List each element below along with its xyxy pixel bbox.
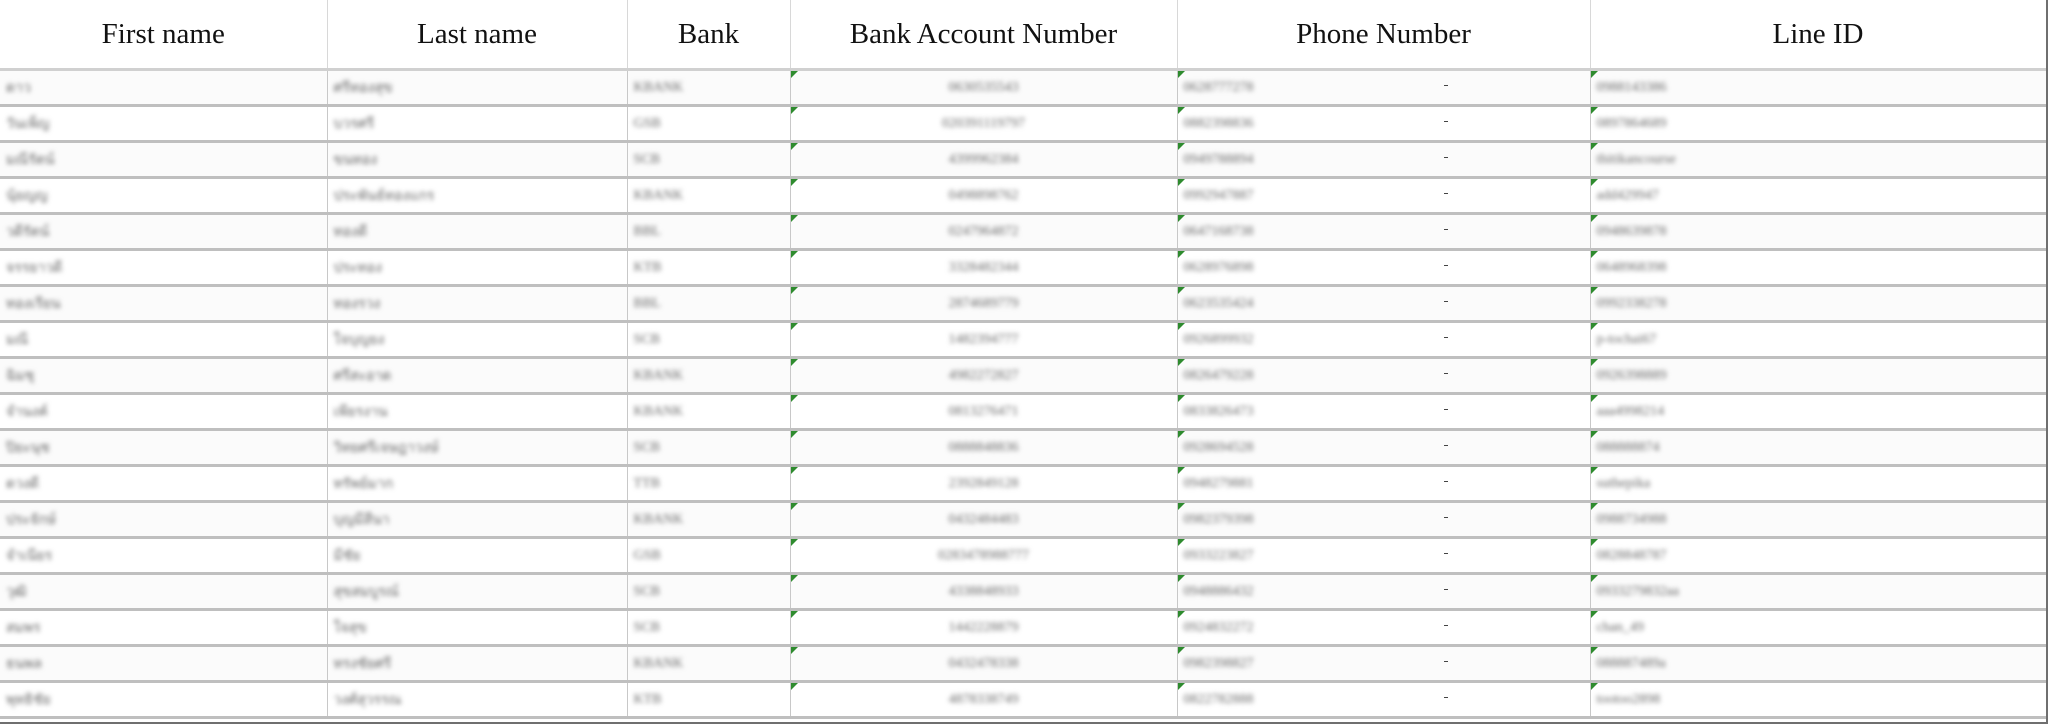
bank-account-number-cell-text: 0630535543 bbox=[948, 79, 1019, 95]
line-id-cell[interactable] bbox=[1590, 646, 2046, 682]
table-row bbox=[0, 214, 2046, 250]
phone-number-cell[interactable] bbox=[1177, 574, 1590, 610]
table-row bbox=[0, 538, 2046, 574]
phone-number-cell[interactable] bbox=[1177, 610, 1590, 646]
line-id-cell-text: 0926398889 bbox=[1596, 367, 1667, 383]
phone-number-cell-text: 0628777278 bbox=[1183, 79, 1254, 95]
bank-account-number-cell-text: 4878338749 bbox=[948, 691, 1019, 707]
table-row bbox=[0, 250, 2046, 286]
line-id-cell-text: p-tochai67 bbox=[1596, 331, 1657, 347]
cell-dash-mark bbox=[1444, 589, 1448, 590]
first-name-cell[interactable] bbox=[0, 322, 327, 358]
first-name-cell[interactable] bbox=[0, 250, 327, 286]
last-name-cell-text: ทองรวง bbox=[333, 296, 381, 312]
line-id-cell[interactable] bbox=[1590, 250, 2046, 286]
cell-dash-mark bbox=[1444, 517, 1448, 518]
bank-account-number-cell-text: 1442228879 bbox=[948, 619, 1019, 635]
bank-account-number-cell-text: 0432484483 bbox=[948, 511, 1019, 527]
last-name-cell[interactable] bbox=[327, 682, 627, 718]
bank-cell[interactable] bbox=[627, 358, 790, 394]
first-name-cell[interactable] bbox=[0, 394, 327, 430]
first-name-cell[interactable] bbox=[0, 466, 327, 502]
bank-cell-text: KBANK bbox=[633, 511, 684, 527]
first-name-cell-text: จรรยาวดี bbox=[6, 260, 63, 276]
table-row bbox=[0, 682, 2046, 718]
last-name-cell[interactable] bbox=[327, 142, 627, 178]
bank-cell[interactable] bbox=[627, 538, 790, 574]
line-id-cell-text: chan_49 bbox=[1596, 619, 1644, 635]
bank-cell[interactable] bbox=[627, 574, 790, 610]
bank-account-number-cell[interactable] bbox=[790, 610, 1177, 646]
cell-dash-mark bbox=[1444, 85, 1448, 86]
phone-number-cell-text: 0882398836 bbox=[1183, 115, 1254, 131]
first-name-cell-text: นุ้ยญญ bbox=[6, 188, 48, 204]
first-name-cell-text: ทองเรียน bbox=[6, 296, 61, 312]
line-id-cell-text: aaa4998214 bbox=[1596, 403, 1665, 419]
last-name-cell-text: ทรงชัยศรี bbox=[333, 656, 392, 672]
last-name-cell[interactable] bbox=[327, 394, 627, 430]
phone-number-cell[interactable] bbox=[1177, 646, 1590, 682]
last-name-cell-text: วิทยศรีเจษฎาวงษ์ bbox=[333, 440, 439, 456]
cell-dash-mark bbox=[1444, 193, 1448, 194]
last-name-cell[interactable] bbox=[327, 502, 627, 538]
phone-number-cell[interactable] bbox=[1177, 106, 1590, 142]
cell-dash-mark bbox=[1444, 157, 1448, 158]
bank-cell-text: GSB bbox=[633, 547, 661, 563]
last-name-cell-text: บุญมีสีนา bbox=[333, 512, 390, 528]
header-phone-number[interactable]: Phone Number bbox=[1177, 0, 1590, 70]
cell-dash-mark bbox=[1444, 661, 1448, 662]
phone-number-cell-text: 0822782888 bbox=[1183, 691, 1254, 707]
last-name-cell[interactable] bbox=[327, 430, 627, 466]
bank-account-number-cell[interactable] bbox=[790, 646, 1177, 682]
table-row bbox=[0, 322, 2046, 358]
last-name-cell-text: บวรศรี bbox=[333, 116, 375, 132]
cell-dash-mark bbox=[1444, 481, 1448, 482]
bank-account-number-cell[interactable] bbox=[790, 682, 1177, 718]
line-id-cell-text: thitikancourse bbox=[1596, 151, 1676, 167]
bank-account-number-cell[interactable] bbox=[790, 250, 1177, 286]
first-name-cell[interactable] bbox=[0, 610, 327, 646]
bank-cell[interactable] bbox=[627, 142, 790, 178]
bank-account-number-cell-text: 4982272827 bbox=[948, 367, 1019, 383]
phone-number-cell[interactable] bbox=[1177, 250, 1590, 286]
line-id-cell-text: tootoo2898 bbox=[1596, 691, 1661, 707]
phone-number-cell-text: 0833826473 bbox=[1183, 403, 1254, 419]
line-id-cell[interactable] bbox=[1590, 358, 2046, 394]
first-name-cell[interactable] bbox=[0, 430, 327, 466]
bank-account-number-cell[interactable] bbox=[790, 466, 1177, 502]
cell-dash-mark bbox=[1444, 121, 1448, 122]
bank-cell[interactable] bbox=[627, 502, 790, 538]
first-name-cell[interactable] bbox=[0, 142, 327, 178]
table-row bbox=[0, 394, 2046, 430]
line-id-cell-text: add429947 bbox=[1596, 187, 1659, 203]
first-name-cell-text: มณีรัตน์ bbox=[6, 152, 55, 168]
bank-account-number-cell[interactable] bbox=[790, 538, 1177, 574]
bank-cell-text: SCB bbox=[633, 151, 660, 167]
line-id-cell-text: 0992338278 bbox=[1596, 295, 1667, 311]
cell-dash-mark bbox=[1444, 553, 1448, 554]
table-row bbox=[0, 358, 2046, 394]
line-id-cell[interactable] bbox=[1590, 106, 2046, 142]
bank-cell-text: KBANK bbox=[633, 187, 684, 203]
phone-number-cell-text: 0647168738 bbox=[1183, 223, 1254, 239]
phone-number-cell[interactable] bbox=[1177, 502, 1590, 538]
last-name-cell-text: สุขสมบูรณ์ bbox=[333, 584, 399, 600]
line-id-cell[interactable] bbox=[1590, 682, 2046, 718]
header-row bbox=[0, 0, 2046, 70]
line-id-cell-text: 0828848787 bbox=[1596, 547, 1667, 563]
bank-account-number-cell[interactable] bbox=[790, 322, 1177, 358]
bank-cell[interactable] bbox=[627, 250, 790, 286]
header-first-name[interactable]: First name bbox=[0, 0, 327, 70]
first-name-cell-text: ดาว bbox=[6, 80, 31, 96]
bank-account-number-cell[interactable] bbox=[790, 178, 1177, 214]
bank-account-number-cell[interactable] bbox=[790, 106, 1177, 142]
last-name-cell-text: ศรีทองสุข bbox=[333, 80, 393, 96]
table-row bbox=[0, 142, 2046, 178]
line-id-cell[interactable] bbox=[1590, 286, 2046, 322]
last-name-cell[interactable] bbox=[327, 214, 627, 250]
bank-cell[interactable] bbox=[627, 178, 790, 214]
phone-number-cell[interactable] bbox=[1177, 358, 1590, 394]
bank-account-number-cell[interactable] bbox=[790, 574, 1177, 610]
line-id-cell[interactable] bbox=[1590, 574, 2046, 610]
bank-account-number-cell[interactable] bbox=[790, 142, 1177, 178]
table-row bbox=[0, 286, 2046, 322]
bank-cell-text: KBANK bbox=[633, 655, 684, 671]
first-name-cell[interactable] bbox=[0, 574, 327, 610]
bank-cell[interactable] bbox=[627, 682, 790, 718]
first-name-cell-text: วดีรัตน์ bbox=[6, 224, 50, 240]
bank-account-number-cell[interactable] bbox=[790, 394, 1177, 430]
bank-cell-text: SCB bbox=[633, 583, 660, 599]
phone-number-cell[interactable] bbox=[1177, 70, 1590, 106]
last-name-cell-text: ศรีสะอาด bbox=[333, 368, 392, 384]
line-id-cell[interactable] bbox=[1590, 322, 2046, 358]
line-id-cell[interactable] bbox=[1590, 214, 2046, 250]
phone-number-cell[interactable] bbox=[1177, 214, 1590, 250]
first-name-cell-text: สมพร bbox=[6, 620, 41, 636]
phone-number-cell[interactable] bbox=[1177, 322, 1590, 358]
phone-number-cell-text: 0926899932 bbox=[1183, 331, 1254, 347]
bank-account-number-cell-text: 020391119797 bbox=[942, 115, 1025, 131]
last-name-cell[interactable] bbox=[327, 574, 627, 610]
line-id-cell[interactable] bbox=[1590, 538, 2046, 574]
phone-number-cell-text: 0928694528 bbox=[1183, 439, 1254, 455]
bank-cell-text: SCB bbox=[633, 331, 660, 347]
phone-number-cell[interactable] bbox=[1177, 394, 1590, 430]
table-row bbox=[0, 574, 2046, 610]
line-id-cell[interactable] bbox=[1590, 142, 2046, 178]
line-id-cell-text: 0648968398 bbox=[1596, 259, 1667, 275]
last-name-cell[interactable] bbox=[327, 286, 627, 322]
line-id-cell[interactable] bbox=[1590, 502, 2046, 538]
bank-cell[interactable] bbox=[627, 610, 790, 646]
line-id-cell[interactable] bbox=[1590, 610, 2046, 646]
phone-number-cell[interactable] bbox=[1177, 142, 1590, 178]
last-name-cell[interactable] bbox=[327, 178, 627, 214]
first-name-cell-text: ประจักษ์ bbox=[6, 512, 56, 528]
first-name-cell-text: ฉิมชุ bbox=[6, 368, 35, 384]
bank-account-number-cell[interactable] bbox=[790, 70, 1177, 106]
bank-cell[interactable] bbox=[627, 322, 790, 358]
cell-dash-mark bbox=[1444, 697, 1448, 698]
phone-number-cell-text: 0826479228 bbox=[1183, 367, 1254, 383]
table-row bbox=[0, 430, 2046, 466]
phone-number-cell-text: 0924832272 bbox=[1183, 619, 1254, 635]
bank-account-number-cell-text: 1482394777 bbox=[948, 331, 1019, 347]
line-id-cell-text: 0897864689 bbox=[1596, 115, 1667, 131]
first-name-cell-text: ดวงดี bbox=[6, 476, 39, 492]
first-name-cell[interactable] bbox=[0, 538, 327, 574]
line-id-cell-text: 0948639878 bbox=[1596, 223, 1667, 239]
last-name-cell-text: มีชัย bbox=[333, 548, 361, 564]
phone-number-cell[interactable] bbox=[1177, 466, 1590, 502]
phone-number-cell-text: 0949788894 bbox=[1183, 151, 1254, 167]
first-name-cell-text: วันเพ็ญ bbox=[6, 116, 50, 132]
bank-account-number-cell-text: 0813276471 bbox=[948, 403, 1019, 419]
bank-cell-text: BBL bbox=[633, 223, 661, 239]
bank-cell-text: TTB bbox=[633, 475, 660, 491]
line-id-cell[interactable] bbox=[1590, 394, 2046, 430]
last-name-cell-text: ประพันธ์ทองแกร bbox=[333, 188, 435, 204]
bank-cell-text: GSB bbox=[633, 115, 661, 131]
table-row bbox=[0, 466, 2046, 502]
first-name-cell[interactable] bbox=[0, 106, 327, 142]
first-name-cell[interactable] bbox=[0, 286, 327, 322]
bank-cell-text: KBANK bbox=[633, 403, 684, 419]
phone-number-cell-text: 0992947887 bbox=[1183, 187, 1254, 203]
table-row bbox=[0, 70, 2046, 106]
bank-account-number-cell-text: 3328482344 bbox=[948, 259, 1019, 275]
last-name-cell[interactable] bbox=[327, 70, 627, 106]
line-id-cell-text: 0933279832aa bbox=[1596, 583, 1679, 599]
phone-number-cell-text: 0982379398 bbox=[1183, 511, 1254, 527]
cell-dash-mark bbox=[1444, 373, 1448, 374]
header-bank-account-number[interactable]: Bank Account Number bbox=[790, 0, 1177, 70]
first-name-cell-text: วุฒิ bbox=[6, 584, 27, 600]
phone-number-cell-text: 0628976898 bbox=[1183, 259, 1254, 275]
line-id-cell[interactable] bbox=[1590, 70, 2046, 106]
first-name-cell[interactable] bbox=[0, 682, 327, 718]
line-id-cell-text: 0988734988 bbox=[1596, 511, 1667, 527]
phone-number-cell[interactable] bbox=[1177, 538, 1590, 574]
bank-cell[interactable] bbox=[627, 394, 790, 430]
first-name-cell[interactable] bbox=[0, 358, 327, 394]
bank-account-number-cell-text: 0432478338 bbox=[948, 655, 1019, 671]
cell-dash-mark bbox=[1444, 625, 1448, 626]
bank-account-number-cell[interactable] bbox=[790, 430, 1177, 466]
bank-cell[interactable] bbox=[627, 106, 790, 142]
phone-number-cell[interactable] bbox=[1177, 286, 1590, 322]
bank-account-number-cell-text: 2874689779 bbox=[948, 295, 1019, 311]
first-name-cell[interactable] bbox=[0, 70, 327, 106]
bank-account-number-cell[interactable] bbox=[790, 286, 1177, 322]
first-name-cell-text: มณี bbox=[6, 332, 29, 348]
line-id-cell[interactable] bbox=[1590, 430, 2046, 466]
phone-number-cell-text: 0948886432 bbox=[1183, 583, 1254, 599]
phone-number-cell[interactable] bbox=[1177, 430, 1590, 466]
bank-cell[interactable] bbox=[627, 466, 790, 502]
first-name-cell-text: ปิยะนุช bbox=[6, 440, 50, 456]
last-name-cell[interactable] bbox=[327, 646, 627, 682]
last-name-cell-text: ทรัพย์มาก bbox=[333, 476, 394, 492]
cell-dash-mark bbox=[1444, 265, 1448, 266]
last-name-cell-text: ใจสุข bbox=[333, 620, 367, 636]
table-row bbox=[0, 502, 2046, 538]
last-name-cell[interactable] bbox=[327, 322, 627, 358]
first-name-cell[interactable] bbox=[0, 178, 327, 214]
phone-number-cell-text: 0982398827 bbox=[1183, 655, 1254, 671]
last-name-cell[interactable] bbox=[327, 538, 627, 574]
phone-number-cell-text: 0933223827 bbox=[1183, 547, 1254, 563]
bank-cell[interactable] bbox=[627, 430, 790, 466]
bank-account-number-cell[interactable] bbox=[790, 214, 1177, 250]
first-name-cell[interactable] bbox=[0, 502, 327, 538]
bank-account-number-cell-text: 0247964872 bbox=[948, 223, 1019, 239]
bank-account-number-cell[interactable] bbox=[790, 502, 1177, 538]
bank-account-number-cell-text: 4399962384 bbox=[948, 151, 1019, 167]
line-id-cell-text: 088888874 bbox=[1596, 439, 1660, 455]
header-bank[interactable]: Bank bbox=[627, 0, 790, 70]
bank-cell[interactable] bbox=[627, 286, 790, 322]
bank-account-number-cell-text: 0498898762 bbox=[948, 187, 1019, 203]
table-row bbox=[0, 610, 2046, 646]
cell-dash-mark bbox=[1444, 409, 1448, 410]
first-name-cell[interactable] bbox=[0, 214, 327, 250]
header-line-id[interactable]: Line ID bbox=[1590, 0, 2046, 70]
last-name-cell-text: ประทอง bbox=[333, 260, 382, 276]
bank-cell-text: KTB bbox=[633, 259, 662, 275]
table-body bbox=[0, 70, 2046, 718]
first-name-cell-text: จำนงค์ bbox=[6, 404, 48, 420]
bank-account-number-cell-text: 0283478988777 bbox=[938, 547, 1029, 563]
bank-cell[interactable] bbox=[627, 214, 790, 250]
last-name-cell[interactable] bbox=[327, 466, 627, 502]
cell-dash-mark bbox=[1444, 301, 1448, 302]
bank-cell-text: KBANK bbox=[633, 79, 684, 95]
table-row bbox=[0, 646, 2046, 682]
first-name-cell[interactable] bbox=[0, 646, 327, 682]
phone-number-cell[interactable] bbox=[1177, 178, 1590, 214]
bank-cell-text: KBANK bbox=[633, 367, 684, 383]
bank-cell-text: SCB bbox=[633, 439, 660, 455]
line-id-cell-text: 0988143386 bbox=[1596, 79, 1667, 95]
last-name-cell-text: ทองดี bbox=[333, 224, 368, 240]
last-name-cell[interactable] bbox=[327, 610, 627, 646]
bank-account-number-cell[interactable] bbox=[790, 358, 1177, 394]
table-row bbox=[0, 106, 2046, 142]
first-name-cell-text: ธนพล bbox=[6, 656, 42, 672]
bank-cell-text: SCB bbox=[633, 619, 660, 635]
last-name-cell[interactable] bbox=[327, 250, 627, 286]
bank-cell-text: BBL bbox=[633, 295, 661, 311]
bank-cell[interactable] bbox=[627, 646, 790, 682]
last-name-cell-text: ขนทอง bbox=[333, 152, 378, 168]
bank-account-number-cell-text: 4338848933 bbox=[948, 583, 1019, 599]
last-name-cell-text: วงศ์สุวรรณ bbox=[333, 692, 402, 708]
bank-account-number-cell-text: 0888848836 bbox=[948, 439, 1019, 455]
first-name-cell-text: จำเนียร bbox=[6, 548, 53, 564]
line-id-cell-text: suthepika bbox=[1596, 475, 1651, 491]
last-name-cell-text: เพียรงาน bbox=[333, 404, 388, 420]
line-id-cell-text: 088887489a bbox=[1596, 655, 1666, 671]
first-name-cell-text: พุทธิชัย bbox=[6, 692, 51, 708]
header-last-name[interactable]: Last name bbox=[327, 0, 627, 70]
last-name-cell[interactable] bbox=[327, 106, 627, 142]
phone-number-cell-text: 0948279881 bbox=[1183, 475, 1254, 491]
bank-cell[interactable] bbox=[627, 70, 790, 106]
table-row bbox=[0, 178, 2046, 214]
phone-number-cell[interactable] bbox=[1177, 682, 1590, 718]
phone-number-cell-text: 0623535424 bbox=[1183, 295, 1254, 311]
line-id-cell[interactable] bbox=[1590, 466, 2046, 502]
line-id-cell[interactable] bbox=[1590, 178, 2046, 214]
last-name-cell-text: ใจบุญยง bbox=[333, 332, 385, 348]
cell-dash-mark bbox=[1444, 229, 1448, 230]
bank-account-number-cell-text: 2392849128 bbox=[948, 475, 1019, 491]
last-name-cell[interactable] bbox=[327, 358, 627, 394]
cell-dash-mark bbox=[1444, 337, 1448, 338]
cell-dash-mark bbox=[1444, 445, 1448, 446]
bank-cell-text: KTB bbox=[633, 691, 662, 707]
